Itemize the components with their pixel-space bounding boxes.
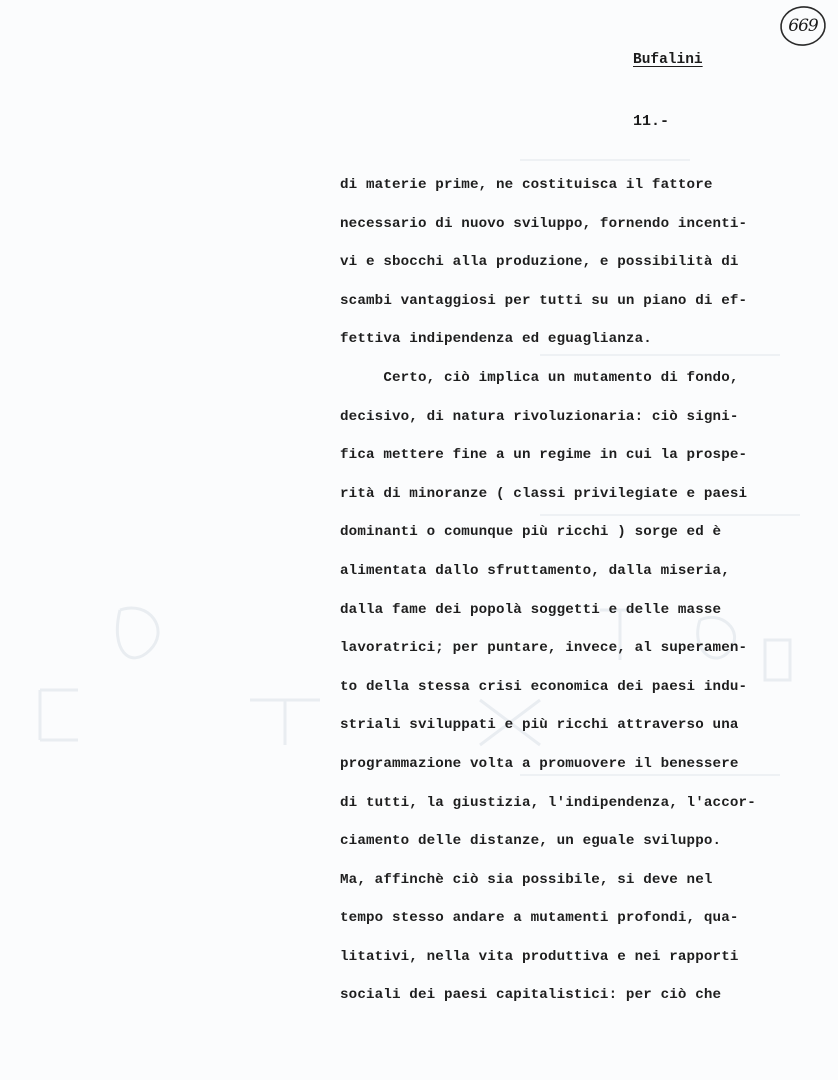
text-line: di materie prime, ne costituisca il fattore [340,177,713,193]
text-line: lavoratrici; per puntare, invece, al superamen- [340,640,748,657]
text-line: tempo stesso andare a mutamenti profondi, qua- [340,910,739,927]
text-line: ciamento delle distanze, un eguale sviluppo. [340,833,722,850]
text-line: alimentata dallo sfruttamento, dalla miseria, [340,562,730,579]
text-line: dominanti o comunque più ricchi ) sorge ed è [340,524,722,541]
text-line: di tutti, la giustizia, l'indipendenza, l'accor- [340,794,756,811]
text-line: dalla fame dei popolà soggetti e delle masse [340,601,722,618]
text-line: decisivo, di natura rivoluzionaria: ciò signi- [340,408,739,425]
text-line: litativi, nella vita produttiva e nei rapporti [340,948,739,965]
text-line: vi e sbocchi alla produzione, e possibilità di [340,254,739,271]
text-line: scambi vantaggiosi per tutti su un piano di ef- [340,292,748,309]
text-line: Ma, affinchè ciò sia possibile, si deve nel [340,871,713,888]
text-line: striali sviluppati e più ricchi attraverso una [340,717,739,734]
text-line: fettiva indipendenza ed eguaglianza. [340,331,652,348]
text-line: fica mettere fine a un regime in cui la prospe- [340,447,748,464]
text-line: to della stessa crisi economica dei paesi indu- [340,678,748,695]
text-line: programmazione volta a promuovere il benessere [340,755,739,772]
text-line: Certo, ciò implica un mutamento di fondo, [340,369,739,386]
author-header: Bufalini [633,52,703,68]
body-text [340,170,820,1019]
archive-stamp-number: 669 [788,16,818,36]
text-line: rità di minoranze ( classi privilegiate e paesi [340,485,748,502]
page-number: 11.- [633,113,670,130]
text-line: necessario di nuovo sviluppo, fornendo incenti- [340,215,748,232]
text-line: sociali dei paesi capitalistici: per ciò che [340,987,722,1004]
